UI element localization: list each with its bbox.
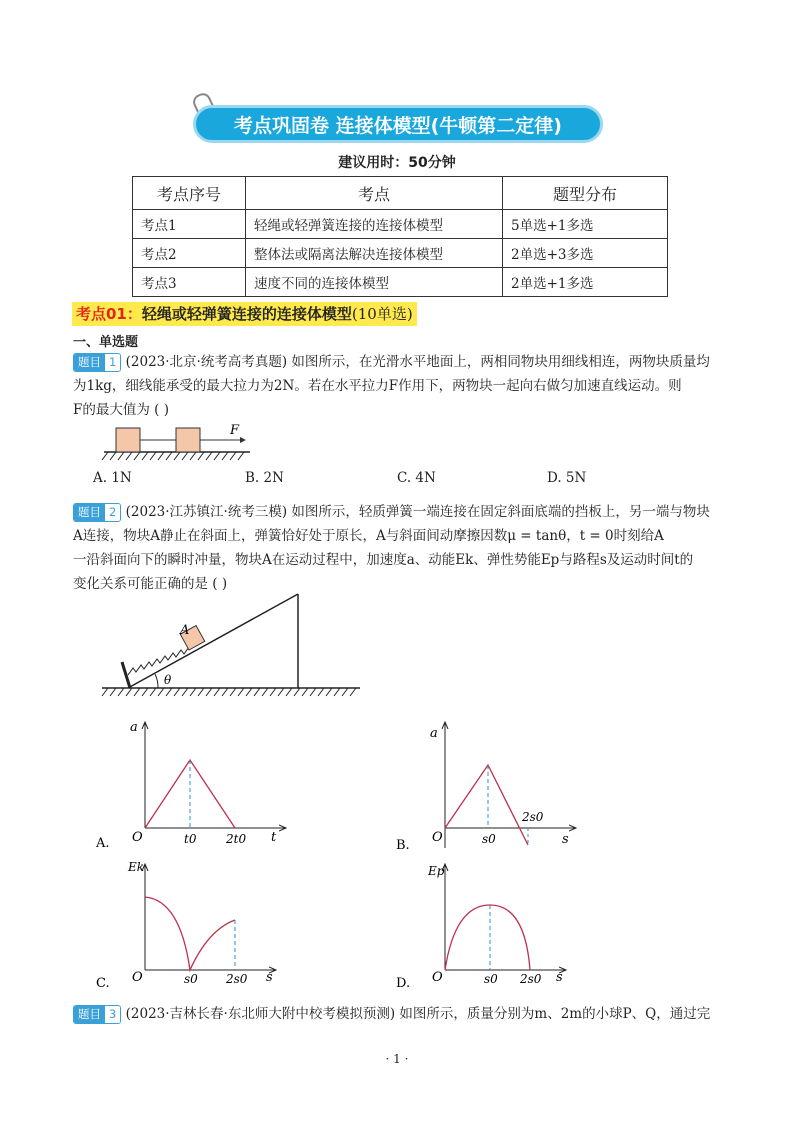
q1-text-line: 为1kg，细线能承受的最大拉力为2N。若在水平拉力F作用下，两物块一起向右做匀加速直线运动。则 — [73, 378, 682, 394]
q2-text-line: 一沿斜面向下的瞬时冲量，物块A在运动过程中，加速度a、动能Ek、弹性势能Ep与路程s及运动时间t的 — [73, 552, 694, 568]
graph-b — [396, 723, 575, 853]
q2-graphs — [90, 715, 710, 995]
svg-text:s0: s0 — [482, 832, 496, 846]
curve-c — [145, 897, 235, 970]
q1-option-c: C. 4N — [397, 470, 436, 486]
suggested-time: 建议用时：50分钟 — [338, 155, 456, 171]
svg-text:Ep: Ep — [428, 864, 445, 878]
svg-text:s0: s0 — [484, 972, 498, 986]
table-cell: 考点3 — [133, 268, 246, 297]
svg-text:2s0: 2s0 — [520, 972, 542, 986]
question-2 — [73, 500, 723, 596]
baffle — [122, 662, 130, 688]
svg-text:s: s — [556, 970, 563, 985]
svg-text:A.: A. — [96, 836, 110, 851]
q1-text-line: (2023·北京·统考高考真题) 如图所示，在光滑水平地面上，两相同物块用细线相连，两物块质量均 — [125, 354, 710, 370]
svg-text:s: s — [266, 970, 273, 985]
q1-figure — [100, 418, 260, 466]
table-header-cell: 考点序号 — [133, 177, 246, 210]
graph-a — [95, 720, 285, 851]
graph-c — [96, 860, 275, 991]
svg-text:t: t — [271, 830, 277, 845]
table-header-cell: 考点 — [246, 177, 503, 210]
table-row — [133, 268, 668, 297]
page-number: · 1 · — [385, 1052, 409, 1066]
q2-text-line: A连接，物块A静止在斜面上，弹簧恰好处于原长，A与斜面间动摩擦因数μ = tanθ，t = 0时刻给A — [73, 528, 664, 544]
graph-d — [396, 864, 565, 991]
svg-text:s: s — [562, 832, 569, 847]
svg-text:s0: s0 — [184, 972, 198, 986]
section-label: 轻绳或轻弹簧连接的连接体模型 — [141, 305, 352, 323]
table-cell: 轻绳或轻弹簧连接的连接体模型 — [246, 210, 503, 239]
table-cell: 整体法或隔离法解决连接体模型 — [246, 239, 503, 268]
svg-text:O: O — [432, 830, 443, 845]
svg-text:2s0: 2s0 — [226, 972, 248, 986]
svg-text:a: a — [430, 726, 438, 741]
block-left — [116, 428, 140, 452]
svg-text:Ek: Ek — [128, 860, 145, 874]
table-row — [133, 210, 668, 239]
table-cell: 速度不同的连接体模型 — [246, 268, 503, 297]
incline-surface — [128, 594, 298, 688]
block-right — [176, 428, 200, 452]
table-cell: 5单选+1多选 — [503, 210, 668, 239]
svg-text:t0: t0 — [184, 832, 197, 846]
table-header-row — [133, 177, 668, 210]
q1-option-b: B. 2N — [245, 470, 284, 486]
question-tag: 题目 2 — [73, 503, 121, 522]
page-title: 考点巩固卷 连接体模型(牛顿第二定律) — [234, 114, 562, 137]
incline-figure — [100, 590, 380, 705]
angle-label: θ — [164, 673, 172, 687]
force-label: F — [230, 423, 240, 438]
svg-text:D.: D. — [396, 976, 411, 991]
svg-text:O: O — [132, 830, 143, 845]
q2-text-line: 变化关系可能正确的是 ( ) — [73, 576, 228, 592]
svg-text:O: O — [132, 970, 143, 985]
subsection-heading: 一、单选题 — [73, 335, 139, 350]
svg-text:O: O — [432, 970, 443, 985]
table-cell: 2单选+3多选 — [503, 239, 668, 268]
section-count: (10单选) — [351, 305, 413, 323]
q1-option-a: A. 1N — [93, 470, 132, 486]
question-1 — [73, 350, 723, 422]
svg-text:a: a — [130, 720, 138, 735]
table-cell: 2单选+1多选 — [503, 268, 668, 297]
table-cell: 考点1 — [133, 210, 246, 239]
arrow-right-icon — [240, 437, 246, 443]
svg-text:2t0: 2t0 — [226, 832, 247, 846]
question-tag: 题目 1 — [73, 353, 121, 372]
q2-text-line: (2023·江苏镇江·统考三模) 如图所示，轻质弹簧一端连接在固定斜面底端的挡板上，另一端与物块 — [125, 504, 710, 520]
block-label: A — [180, 623, 190, 638]
q1-text-line: F的最大值为 ( ) — [73, 402, 169, 418]
curve-d — [445, 905, 530, 970]
exam-points-table — [132, 176, 668, 297]
question-3 — [73, 1002, 723, 1026]
page-title-banner — [193, 105, 603, 143]
table-row — [133, 239, 668, 268]
section-number: 考点01： — [76, 305, 142, 323]
table-cell: 考点2 — [133, 239, 246, 268]
section-heading — [72, 302, 417, 326]
svg-text:C.: C. — [96, 976, 110, 991]
svg-text:B.: B. — [396, 838, 410, 853]
q3-text-line: (2023·吉林长春·东北师大附中校考模拟预测) 如图所示，质量分别为m、2m的小球P、Q，通过完 — [125, 1006, 711, 1022]
question-tag: 题目 3 — [73, 1005, 121, 1024]
svg-text:2s0: 2s0 — [522, 810, 544, 824]
table-header-cell: 题型分布 — [503, 177, 668, 210]
q1-option-d: D. 5N — [547, 470, 587, 486]
